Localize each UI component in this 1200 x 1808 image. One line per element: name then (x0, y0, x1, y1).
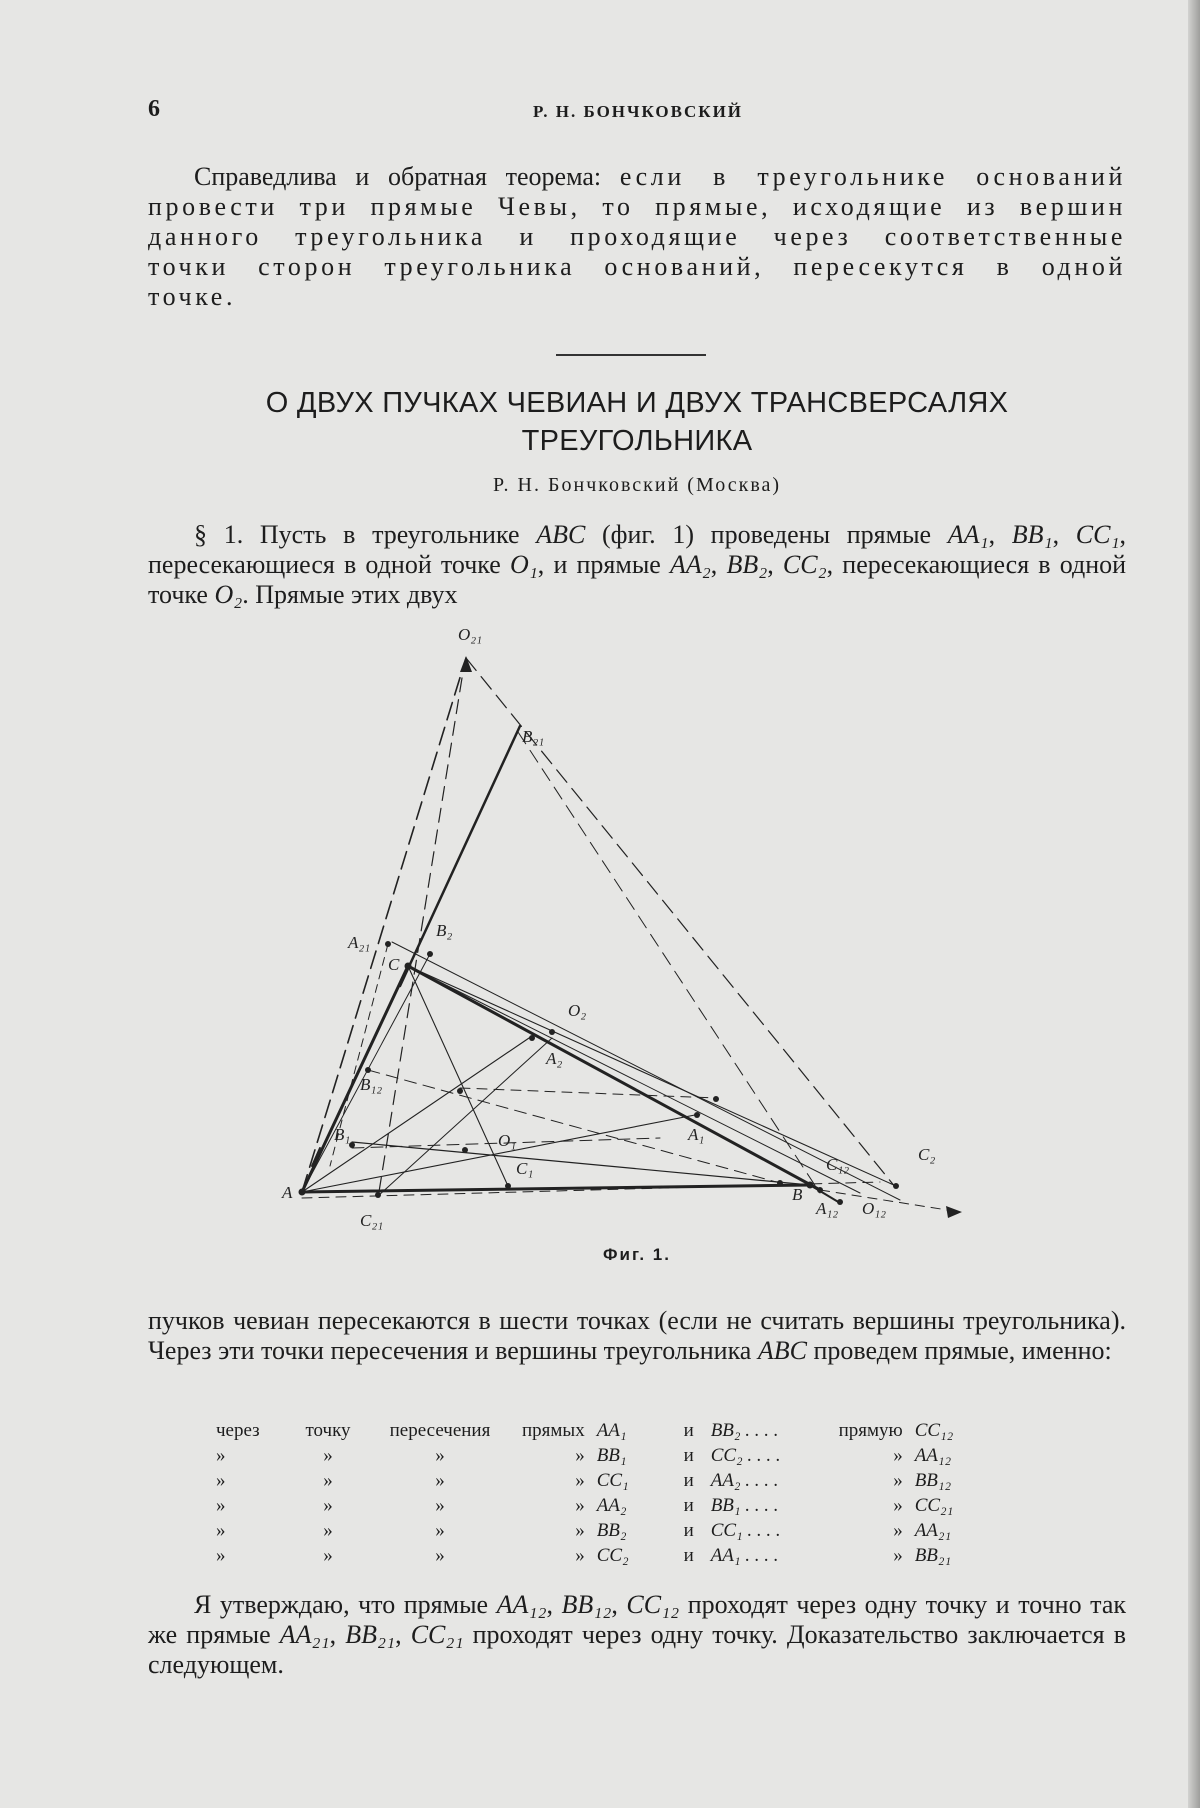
table-cell: прямую (838, 1420, 903, 1441)
text-fragment: , пересекающиеся в одной точке (148, 520, 1126, 579)
label-b12: B₁₂ (360, 1075, 383, 1094)
table-cell: » (575, 1545, 585, 1566)
text-fragment: проходят через одну точку и точно так же прямые (148, 1590, 1126, 1649)
line-b21-b (518, 732, 820, 1193)
table-cell: » (435, 1520, 445, 1541)
article-title (148, 384, 1126, 460)
table-cell: BB₁ (596, 1445, 627, 1466)
label-c: C (388, 955, 400, 974)
line-b2-a (408, 966, 860, 1193)
table-cell: BB₂₁ (914, 1545, 952, 1566)
paragraph-spaced-text: если в треугольнике оснований провести три прямые Чевы, то прямые, исходящие из вершин данного треугольника и проходящие через соответственные точки сторон треугольника оснований, пересекутся в одной точке. (148, 162, 1126, 311)
table-cell: BB₁ . . . . (710, 1495, 779, 1516)
text-fragment: , пересекающиеся в одной точке (148, 550, 1127, 609)
label-c2: C₂ (918, 1145, 936, 1164)
label-c1: C₁ (516, 1159, 534, 1178)
table-cell: » (323, 1470, 333, 1491)
paragraph-continuation (148, 1306, 1126, 1366)
math-bb1: BB₁ (1011, 520, 1053, 549)
table-header-row (210, 1418, 981, 1443)
article-title-line2: ТРЕУГОЛЬНИКА (521, 425, 753, 457)
table-row (210, 1468, 981, 1493)
label-o1: O₁ (498, 1131, 517, 1150)
text-fragment: , (767, 550, 783, 579)
table-cell: » (216, 1495, 226, 1516)
table-cell: » (893, 1470, 903, 1491)
table-row (210, 1493, 981, 1518)
math-o2: O₂ (214, 580, 243, 609)
point-c12 (777, 1180, 783, 1186)
author-name: Р. Н. Бончковский (492, 474, 681, 496)
table-cell: » (575, 1445, 585, 1466)
table-cell: и (683, 1520, 694, 1541)
label-c21: C₂₁ (360, 1211, 384, 1230)
article-title-line1: О ДВУХ ПУЧКАХ ЧЕВИАН И ДВУХ ТРАНСВЕРСАЛЯХ (265, 387, 1009, 419)
table-cell: AA₁ (596, 1420, 627, 1441)
table-cell: » (323, 1520, 333, 1541)
table-row (210, 1518, 981, 1543)
point-right (713, 1096, 719, 1102)
point-inner (457, 1088, 463, 1094)
table-cell: и (683, 1470, 694, 1491)
math-cc21: CC₂₁ (410, 1620, 464, 1649)
table-cell: AA₂ . . . . (710, 1470, 779, 1491)
point-c (405, 963, 412, 970)
point-b (807, 1182, 814, 1189)
table-cell: » (435, 1495, 445, 1516)
section-divider (556, 354, 706, 356)
side-ac (302, 966, 408, 1192)
page-edge-shadow (1188, 0, 1200, 1808)
math-aa12: AA₁₂ (496, 1590, 547, 1619)
table-cell: » (893, 1545, 903, 1566)
geometry-figure (260, 618, 980, 1238)
point-a1 (694, 1112, 700, 1118)
label-o2: O₂ (568, 1001, 587, 1020)
text-fragment: Я утверждаю, что прямые (194, 1590, 497, 1619)
line-b12-c12 (368, 1070, 780, 1183)
table-cell: CC₂ (596, 1545, 629, 1566)
text-fragment: . Прямые этих двух (242, 580, 458, 609)
text-fragment: , (988, 520, 1012, 549)
author-city: (Москва) (687, 474, 782, 496)
table-cell: » (216, 1520, 226, 1541)
line-c-c2 (408, 966, 896, 1186)
table-cell: точку (305, 1420, 351, 1441)
table-cell: через (216, 1420, 260, 1441)
point-a (299, 1189, 306, 1196)
table-row (210, 1443, 981, 1468)
math-aa2: AA₂ (669, 550, 711, 579)
label-b21: B₂₁ (522, 727, 545, 746)
text-fragment: , и прямые (537, 550, 670, 579)
table-cell: CC₂ . . . . (710, 1445, 781, 1466)
line-b1-b12 (460, 1088, 716, 1098)
table-cell: AA₂ (596, 1495, 627, 1516)
point-b2 (427, 951, 433, 957)
table-cell: CC₁ . . . . (710, 1520, 781, 1541)
table-cell: пересечения (389, 1420, 491, 1441)
table-cell: и (683, 1445, 694, 1466)
table-cell: BB₂ (596, 1520, 627, 1541)
label-o21: O₂₁ (458, 625, 483, 644)
table-cell: и (683, 1420, 694, 1441)
math-bb12: BB₁₂ (561, 1590, 612, 1619)
label-a21: A₂₁ (348, 933, 371, 952)
table-row (210, 1543, 981, 1568)
table-cell: BB₂ . . . . (710, 1420, 779, 1441)
intersection-table (210, 1418, 981, 1568)
paragraph-claim (148, 1590, 1126, 1680)
label-b2: B₂ (436, 921, 453, 940)
text-fragment: , (546, 1590, 562, 1619)
line-a-a1 (302, 1114, 700, 1192)
math-o1: O₁ (509, 550, 538, 579)
table-cell: CC₂₁ (914, 1495, 954, 1516)
table-cell: » (435, 1470, 445, 1491)
paragraph-converse-theorem (148, 162, 1126, 312)
table-cell: » (323, 1445, 333, 1466)
math-cc12: CC₁₂ (626, 1590, 680, 1619)
math-bb21: BB₂₁ (345, 1620, 396, 1649)
point-c21 (375, 1192, 381, 1198)
table-cell: » (216, 1470, 226, 1491)
text-fragment: проведем прямые, именно: (806, 1336, 1112, 1365)
line-a-a2 (302, 1036, 532, 1192)
arrow-c2 (946, 1206, 962, 1218)
table-cell: AA₂₁ (914, 1520, 952, 1541)
math-bb2: BB₂ (726, 550, 768, 579)
table-cell: AA₁ . . . . (710, 1545, 779, 1566)
line-c-c1 (408, 966, 508, 1186)
label-c12: C₁₂ (826, 1155, 850, 1174)
figure-caption: Фиг. 1. (603, 1245, 671, 1264)
point-b12 (365, 1067, 371, 1073)
table-cell: » (575, 1470, 585, 1491)
table-cell: » (575, 1520, 585, 1541)
math-cc1: CC₁ (1075, 520, 1120, 549)
table-cell: прямых (522, 1420, 585, 1441)
table-cell: » (435, 1445, 445, 1466)
label-b1: B₁ (334, 1125, 351, 1144)
label-b: B (792, 1185, 803, 1204)
table-cell: » (323, 1495, 333, 1516)
text-fragment: проходят через одну точку. Доказательство заключается в следующем. (148, 1620, 1127, 1679)
page-header (148, 96, 1128, 126)
math-aa1: AA₁ (947, 520, 989, 549)
article-author (148, 474, 1126, 497)
text-fragment: , (329, 1620, 346, 1649)
text-fragment: § 1. Пусть в треугольнике (194, 520, 537, 549)
point-c1 (505, 1183, 511, 1189)
math-cc2: CC₂ (782, 550, 827, 579)
table-cell: » (216, 1445, 226, 1466)
table-cell: » (893, 1520, 903, 1541)
point-a2 (529, 1035, 535, 1041)
label-a: A (282, 1183, 293, 1202)
math-aa21: AA₂₁ (279, 1620, 330, 1649)
label-o12: O₁₂ (862, 1199, 887, 1218)
line-a-b2 (302, 954, 430, 1192)
running-head: Р. Н. БОНЧКОВСКИЙ (532, 102, 744, 121)
point-a21 (385, 941, 391, 947)
table-cell: » (575, 1495, 585, 1516)
table-cell: AA₁₂ (914, 1445, 952, 1466)
paragraph-text: Справедлива и обратная теорема: (194, 162, 620, 191)
line-a21-b12 (392, 942, 900, 1200)
point-c2 (893, 1183, 899, 1189)
table-cell: CC₁ (596, 1470, 629, 1491)
text-fragment: пучков чевиан пересекаются в шести точках (если не считать вершины треугольника). Через эти точки пересечения и вершины треугольника (148, 1306, 1126, 1365)
table-cell: CC₁₂ (914, 1420, 954, 1441)
point-o1 (462, 1147, 468, 1153)
label-a12: A₁₂ (816, 1199, 839, 1218)
table-cell: и (683, 1495, 694, 1516)
text-fragment: , (1052, 520, 1076, 549)
math-abc: ABC (757, 1336, 807, 1365)
label-a2: A₂ (546, 1049, 563, 1068)
point-o2 (549, 1029, 555, 1035)
text-fragment: (фиг. 1) проведены прямые (585, 520, 948, 549)
table-cell: » (435, 1545, 445, 1566)
text-fragment: , (395, 1620, 411, 1649)
table-cell: » (323, 1545, 333, 1566)
table-cell: » (893, 1445, 903, 1466)
table-cell: BB₁₂ (914, 1470, 952, 1491)
paragraph-section1 (148, 520, 1126, 610)
page-number: 6 (148, 96, 160, 122)
math-abc: ABC (536, 520, 586, 549)
text-fragment: , (611, 1590, 627, 1619)
table-cell: » (216, 1545, 226, 1566)
table-cell: » (893, 1495, 903, 1516)
label-a1: A₁ (688, 1125, 705, 1144)
text-fragment: , (710, 550, 727, 579)
table-cell: и (683, 1545, 694, 1566)
